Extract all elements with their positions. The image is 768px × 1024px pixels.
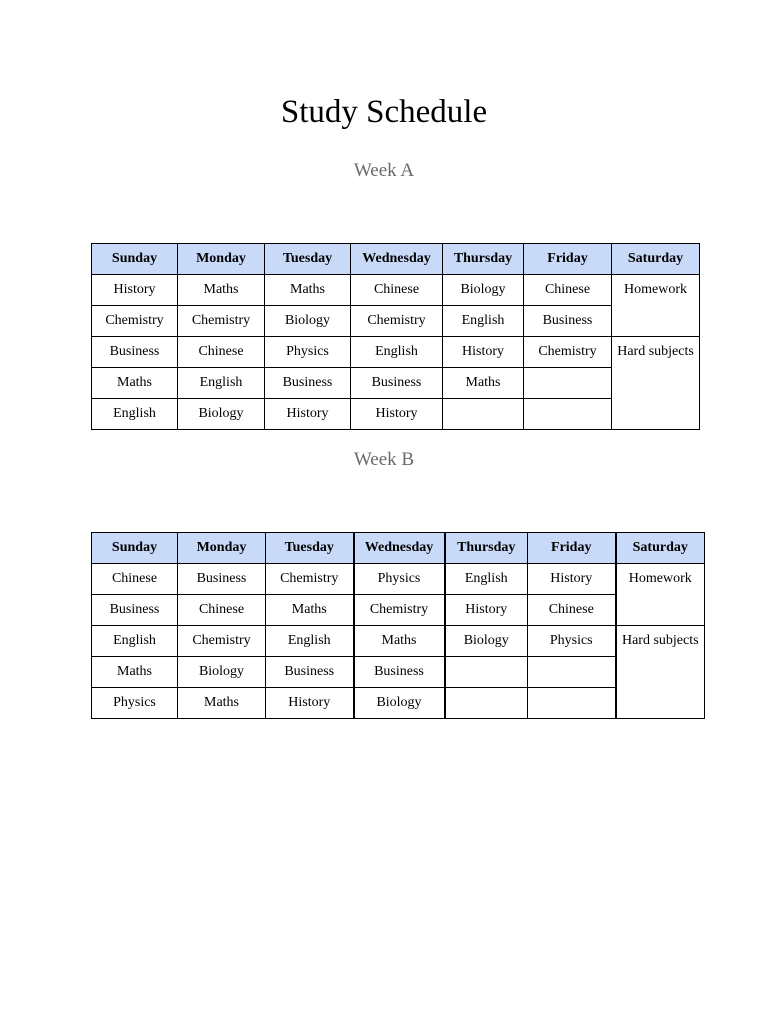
table-cell: Physics bbox=[92, 688, 178, 719]
table-cell: Biology bbox=[354, 688, 445, 719]
table-cell: English bbox=[445, 564, 528, 595]
week-a-table bbox=[91, 243, 700, 430]
table-cell: Chinese bbox=[351, 275, 443, 306]
table-row bbox=[92, 688, 705, 719]
table-cell: Maths bbox=[178, 275, 265, 306]
table-cell: Business bbox=[92, 337, 178, 368]
table-cell: Chemistry bbox=[178, 306, 265, 337]
table-cell: Chemistry bbox=[524, 337, 612, 368]
table-cell bbox=[524, 368, 612, 399]
page-title: Study Schedule bbox=[280, 94, 488, 130]
table-cell: Chinese bbox=[528, 595, 616, 626]
week-b-label: Week B bbox=[353, 449, 415, 470]
table-cell: English bbox=[92, 626, 178, 657]
table-cell: History bbox=[445, 595, 528, 626]
table-cell bbox=[528, 657, 616, 688]
saturday-homework-cell: Homework bbox=[616, 564, 705, 626]
saturday-hard-subjects-cell: Hard subjects bbox=[616, 626, 705, 719]
table-row bbox=[92, 595, 705, 626]
table-cell: Business bbox=[351, 368, 443, 399]
table-cell: Chemistry bbox=[266, 564, 354, 595]
header-tuesday: Tuesday bbox=[265, 244, 351, 275]
table-cell: History bbox=[266, 688, 354, 719]
table-cell: Maths bbox=[92, 657, 178, 688]
header-monday: Monday bbox=[178, 533, 266, 564]
table-row bbox=[92, 564, 705, 595]
table-cell: History bbox=[92, 275, 178, 306]
week-b-table bbox=[91, 532, 705, 719]
table-cell: Chemistry bbox=[92, 306, 178, 337]
table-header-row bbox=[92, 533, 705, 564]
table-cell: Maths bbox=[178, 688, 266, 719]
saturday-homework-cell: Homework bbox=[612, 275, 700, 337]
table-cell: Biology bbox=[265, 306, 351, 337]
table-cell: Chinese bbox=[178, 337, 265, 368]
table-cell: Maths bbox=[265, 275, 351, 306]
header-friday: Friday bbox=[524, 244, 612, 275]
header-saturday: Saturday bbox=[616, 533, 705, 564]
table-cell: Maths bbox=[266, 595, 354, 626]
header-thursday: Thursday bbox=[443, 244, 524, 275]
week-a-label: Week A bbox=[353, 160, 415, 181]
table-cell: English bbox=[443, 306, 524, 337]
header-sunday: Sunday bbox=[92, 533, 178, 564]
table-row bbox=[92, 657, 705, 688]
table-cell: Chinese bbox=[178, 595, 266, 626]
table-cell: Biology bbox=[178, 657, 266, 688]
table-cell: Business bbox=[354, 657, 445, 688]
table-cell: Chinese bbox=[92, 564, 178, 595]
table-cell: Biology bbox=[443, 275, 524, 306]
table-cell bbox=[528, 688, 616, 719]
table-cell: Maths bbox=[92, 368, 178, 399]
table-cell: Physics bbox=[354, 564, 445, 595]
table-cell: Business bbox=[524, 306, 612, 337]
table-cell: History bbox=[443, 337, 524, 368]
table-cell: English bbox=[351, 337, 443, 368]
table-cell: Business bbox=[92, 595, 178, 626]
table-cell: Chinese bbox=[524, 275, 612, 306]
table-cell: Business bbox=[178, 564, 266, 595]
table-cell: History bbox=[528, 564, 616, 595]
table-cell bbox=[445, 688, 528, 719]
header-thursday: Thursday bbox=[445, 533, 528, 564]
header-tuesday: Tuesday bbox=[266, 533, 354, 564]
table-cell: English bbox=[266, 626, 354, 657]
table-cell: Biology bbox=[178, 399, 265, 430]
table-cell: Physics bbox=[528, 626, 616, 657]
saturday-hard-subjects-cell: Hard subjects bbox=[612, 337, 700, 430]
table-row bbox=[92, 626, 705, 657]
table-cell: Business bbox=[265, 368, 351, 399]
table-cell: Biology bbox=[445, 626, 528, 657]
table-cell bbox=[524, 399, 612, 430]
table-header-row bbox=[92, 244, 700, 275]
header-wednesday: Wednesday bbox=[351, 244, 443, 275]
table-row bbox=[92, 368, 700, 399]
header-friday: Friday bbox=[528, 533, 616, 564]
table-cell: Business bbox=[266, 657, 354, 688]
table-cell: Maths bbox=[354, 626, 445, 657]
table-row bbox=[92, 275, 700, 306]
table-cell: English bbox=[178, 368, 265, 399]
table-row bbox=[92, 306, 700, 337]
table-cell bbox=[445, 657, 528, 688]
table-cell: Chemistry bbox=[351, 306, 443, 337]
header-saturday: Saturday bbox=[612, 244, 700, 275]
table-cell: Chemistry bbox=[178, 626, 266, 657]
table-cell: Chemistry bbox=[354, 595, 445, 626]
table-cell: History bbox=[265, 399, 351, 430]
header-wednesday: Wednesday bbox=[354, 533, 445, 564]
table-row bbox=[92, 337, 700, 368]
table-cell bbox=[443, 399, 524, 430]
table-cell: Physics bbox=[265, 337, 351, 368]
header-monday: Monday bbox=[178, 244, 265, 275]
table-cell: Maths bbox=[443, 368, 524, 399]
table-cell: English bbox=[92, 399, 178, 430]
table-row bbox=[92, 399, 700, 430]
table-cell: History bbox=[351, 399, 443, 430]
header-sunday: Sunday bbox=[92, 244, 178, 275]
